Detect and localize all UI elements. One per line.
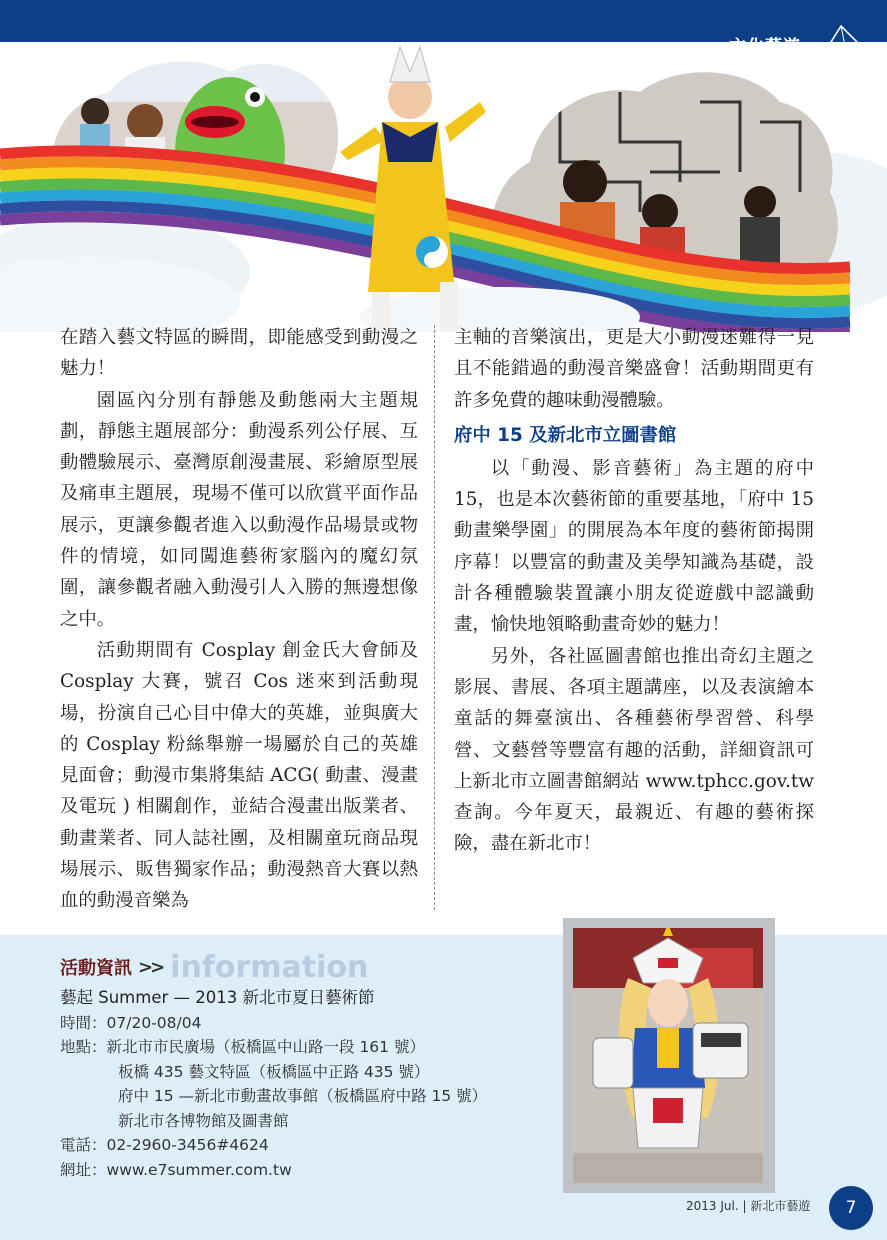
article-paragraph: 另外，各社區圖書館也推出奇幻主題之影展、書展、各項主題講座，以及表演繪本童話的舞臺演出、各種藝術學習營、科學營、文藝營等豐富有趣的活動，詳細資訊可上新北市立圖書館網站 www.tphcc.gov.tw 查詢。今年夏天，最親近、有趣的藝術探險，盡在新北市！ [454,645,814,855]
article-right-column [454,322,814,860]
web-value: www.e7summer.com.tw [106,1160,292,1179]
place-value: 新北市市民廣場（板橋區中山路一段 161 號） [106,1038,425,1056]
place-value: 板橋 435 藝文特區（板橋區中正路 435 號） [118,1062,430,1081]
banner-image [0,42,887,332]
time-value: 07/20-08/04 [106,1013,202,1032]
issue-info: 2013 Jul. | 新北市藝遊 [686,1199,811,1213]
article-paragraph: 活動期間有 Cosplay 創金氏大會師及 Cosplay 大賽，號召 Cos 迷來到活動現場，扮演自己心目中偉大的英雄，並與廣大的 Cosplay 粉絲舉辦一場屬於自己的英雄見面會；動漫市集將集結 ACG( 動畫、漫畫及電玩 ) 相關創作，並結合漫畫出版業者、動畫業者、同人誌社團，及相關童玩商品現場展示、販售獨家作品；動漫熱音大賽以熱血的動漫音樂為 [60,639,418,912]
cosplay-photo-image [573,928,763,1183]
column-divider [434,325,435,910]
place-value: 新北市各博物館及圖書館 [118,1111,289,1130]
time-label: 時間： [60,1013,107,1032]
web-label: 網址： [60,1160,107,1179]
page-number: 7 [829,1186,873,1230]
event-title: 藝起 Summer — 2013 新北市夏日藝術節 [60,988,375,1007]
event-phone [60,1133,487,1158]
event-info [60,948,487,1182]
article-paragraph: 園區內分別有靜態及動態兩大主題規劃，靜態主題展部分：動漫系列公仔展、互動體驗展示、臺灣原創漫畫展、彩繪原型展及痛車主題展，現場不僅可以欣賞平面作品展示，更讓參觀者進入以動漫作品場景或物件的情境，如同闖進藝術家腦內的魔幻氛圍，讓參觀者融入動漫引人入勝的無邊想像之中。 [60,389,418,630]
article-left-column [60,322,418,917]
double-arrow-icon: >> [138,956,163,978]
article-subheading: 府中 15 及新北市立圖書館 [454,424,677,446]
event-time [60,1011,487,1036]
event-website [60,1158,487,1183]
info-heading-zh: 活動資訊 [60,958,132,979]
article-paragraph: 在踏入藝文特區的瞬間，即能感受到動漫之魅力！ [60,327,418,380]
info-heading-en: information [170,949,369,985]
cosplay-photo [563,918,775,1193]
place-value: 府中 15 —新北市動畫故事館（板橋區府中路 15 號） [118,1087,488,1105]
phone-value: 02-2960-3456#4624 [106,1136,269,1154]
info-heading [60,948,487,986]
event-place [60,1035,487,1060]
article-paragraph: 以「動漫、影音藝術」為主題的府中 15，也是本次藝術節的重要基地，「府中 15 動畫樂學園」的開展為本年度的藝術節揭開序幕！以豐富的動畫及美學知識為基礎，設計各種體驗裝置讓小朋友從遊戲中認識動畫，愉快地領略動畫奇妙的魅力！ [454,457,814,636]
article-paragraph: 主軸的音樂演出，更是大小動漫迷難得一見且不能錯過的動漫音樂盛會！活動期間更有許多免費的趣味動漫體驗。 [454,327,814,411]
place-label: 地點： [60,1038,107,1056]
phone-label: 電話： [60,1136,107,1154]
